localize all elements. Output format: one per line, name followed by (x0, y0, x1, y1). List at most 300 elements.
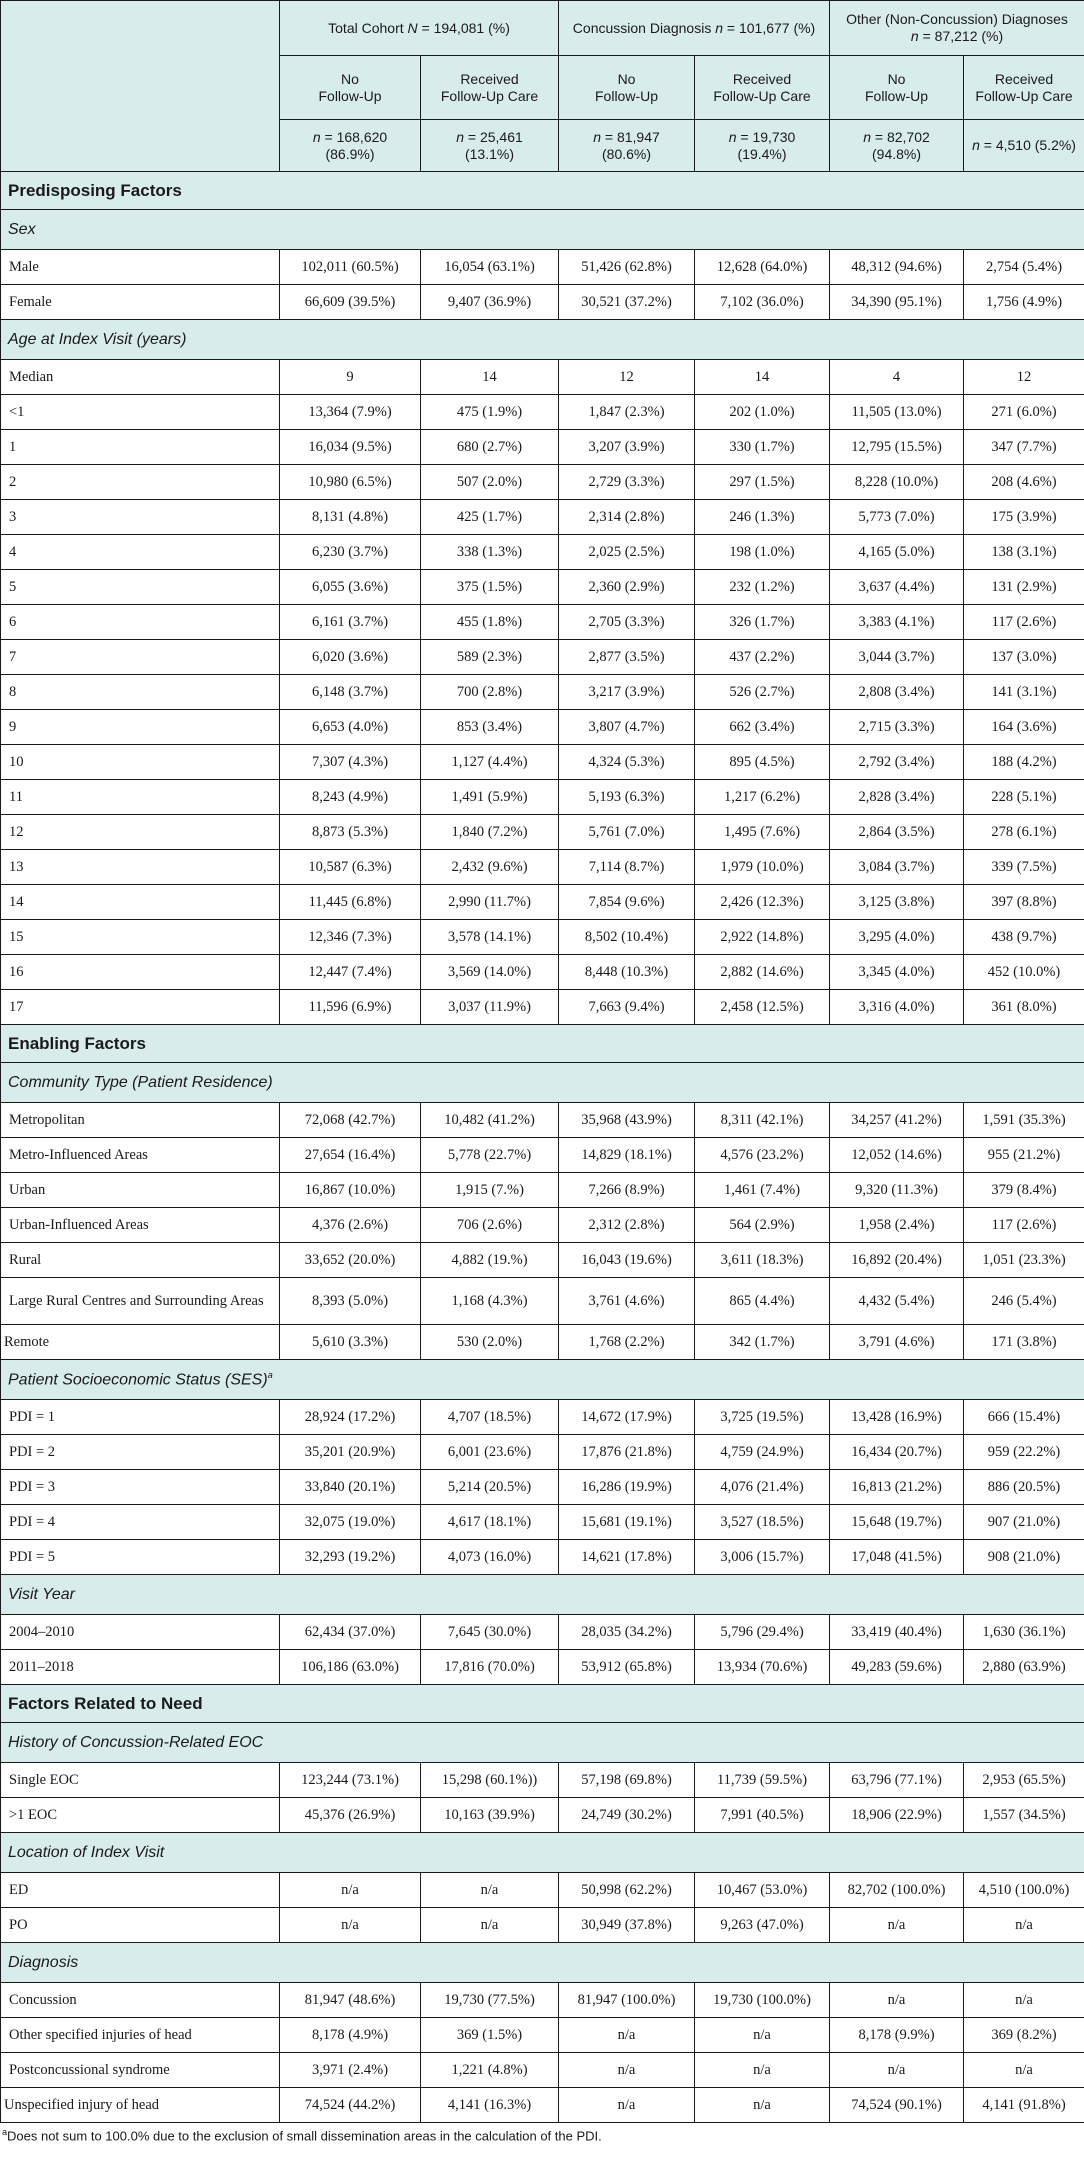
table-cell: 4,376 (2.6%) (280, 1208, 421, 1243)
table-cell: 1,979 (10.0%) (695, 850, 830, 885)
section-label: Diagnosis (1, 1943, 1084, 1983)
table-cell: 2,729 (3.3%) (559, 465, 695, 500)
table-cell: 18,906 (22.9%) (830, 1798, 964, 1833)
row-label: Metro-Influenced Areas (1, 1138, 280, 1173)
section-label: Location of Index Visit (1, 1833, 1084, 1873)
table-cell: 27,654 (16.4%) (280, 1138, 421, 1173)
table-cell: 3,207 (3.9%) (559, 430, 695, 465)
row-label: Metropolitan (1, 1103, 280, 1138)
table-cell: 53,912 (65.8%) (559, 1650, 695, 1685)
table-cell: 3,807 (4.7%) (559, 710, 695, 745)
table-cell: 35,968 (43.9%) (559, 1103, 695, 1138)
table-cell: 34,257 (41.2%) (830, 1103, 964, 1138)
table-cell: 2,432 (9.6%) (421, 850, 559, 885)
table-cell: 137 (3.0%) (964, 640, 1084, 675)
table-cell: 2,754 (5.4%) (964, 250, 1084, 285)
section-label: Age at Index Visit (years) (1, 320, 1084, 360)
table-cell: 1,495 (7.6%) (695, 815, 830, 850)
table-cell: 3,637 (4.4%) (830, 570, 964, 605)
table-cell: 16,034 (9.5%) (280, 430, 421, 465)
table-row (1, 250, 1084, 285)
table-cell: 16,043 (19.6%) (559, 1243, 695, 1278)
table-cell: 1,847 (2.3%) (559, 395, 695, 430)
table-cell: 369 (8.2%) (964, 2018, 1084, 2053)
table-cell: 475 (1.9%) (421, 395, 559, 430)
table-cell: 17,048 (41.5%) (830, 1540, 964, 1575)
table-cell: 32,293 (19.2%) (280, 1540, 421, 1575)
table-row (1, 395, 1084, 430)
section-label: Visit Year (1, 1575, 1084, 1615)
count-header: n = 168,620 (86.9%) (280, 120, 421, 172)
table-cell: 208 (4.6%) (964, 465, 1084, 500)
table-cell: 452 (10.0%) (964, 955, 1084, 990)
row-label: 6 (1, 605, 280, 640)
table-cell: 2,877 (3.5%) (559, 640, 695, 675)
table-cell: 369 (1.5%) (421, 2018, 559, 2053)
table-cell: 9,407 (36.9%) (421, 285, 559, 320)
table-cell: 8,502 (10.4%) (559, 920, 695, 955)
row-label: Concussion (1, 1983, 280, 2018)
table-cell: 5,193 (6.3%) (559, 780, 695, 815)
table-cell: 66,609 (39.5%) (280, 285, 421, 320)
table-cell: 4,141 (16.3%) (421, 2088, 559, 2123)
table-cell: 8,243 (4.9%) (280, 780, 421, 815)
row-label: Remote (1, 1325, 280, 1360)
table-cell: 10,587 (6.3%) (280, 850, 421, 885)
table-cell: 8,448 (10.3%) (559, 955, 695, 990)
row-label: ED (1, 1873, 280, 1908)
table-cell: 1,051 (23.3%) (964, 1243, 1084, 1278)
table-cell: 8,311 (42.1%) (695, 1103, 830, 1138)
table-row (1, 285, 1084, 320)
table-cell: 228 (5.1%) (964, 780, 1084, 815)
table-cell: 10,980 (6.5%) (280, 465, 421, 500)
table-row (1, 1540, 1084, 1575)
table-cell: 4,707 (18.5%) (421, 1400, 559, 1435)
table-cell: 4,617 (18.1%) (421, 1505, 559, 1540)
row-label: PDI = 5 (1, 1540, 280, 1575)
table-cell: 338 (1.3%) (421, 535, 559, 570)
table-cell: 28,924 (17.2%) (280, 1400, 421, 1435)
table-cell: 28,035 (34.2%) (559, 1615, 695, 1650)
table-body (1, 172, 1084, 2123)
table-row (1, 710, 1084, 745)
table-cell: 564 (2.9%) (695, 1208, 830, 1243)
table-cell: 11,596 (6.9%) (280, 990, 421, 1025)
table-cell: 74,524 (44.2%) (280, 2088, 421, 2123)
subsection-header (1, 1833, 1084, 1873)
table-cell: 12 (559, 360, 695, 395)
table-cell: n/a (830, 1983, 964, 2018)
row-label: Median (1, 360, 280, 395)
table-cell: 959 (22.2%) (964, 1435, 1084, 1470)
table-row (1, 1243, 1084, 1278)
subcol-header: Received Follow-Up Care (695, 56, 830, 120)
table-row (1, 1798, 1084, 1833)
table-cell: 202 (1.0%) (695, 395, 830, 430)
table-row (1, 465, 1084, 500)
table-row (1, 1873, 1084, 1908)
table-row (1, 780, 1084, 815)
row-label: Postconcussional syndrome (1, 2053, 280, 2088)
table-row (1, 2018, 1084, 2053)
table-cell: 5,761 (7.0%) (559, 815, 695, 850)
table-cell: 1,591 (35.3%) (964, 1103, 1084, 1138)
table-cell: 7,645 (30.0%) (421, 1615, 559, 1650)
table-cell: 2,312 (2.8%) (559, 1208, 695, 1243)
table-cell: 8,228 (10.0%) (830, 465, 964, 500)
subcol-header: No Follow-Up (830, 56, 964, 120)
table-cell: 3,044 (3.7%) (830, 640, 964, 675)
table-row (1, 1763, 1084, 1798)
table-cell: 3,569 (14.0%) (421, 955, 559, 990)
table-cell: 11,505 (13.0%) (830, 395, 964, 430)
footnote: $^a$Does not sum to 100.0% due to the exclusion of small dissemination areas in the calculation of the PDI. (2, 2127, 602, 2144)
table-row (1, 745, 1084, 780)
table-cell: 3,971 (2.4%) (280, 2053, 421, 2088)
table-cell: 1,491 (5.9%) (421, 780, 559, 815)
table-cell: 7,991 (40.5%) (695, 1798, 830, 1833)
table-cell: n/a (830, 2053, 964, 2088)
table-cell: 425 (1.7%) (421, 500, 559, 535)
row-label: 12 (1, 815, 280, 850)
table-cell: 339 (7.5%) (964, 850, 1084, 885)
table-cell: 2,882 (14.6%) (695, 955, 830, 990)
section-label: Predisposing Factors (1, 172, 1084, 210)
table-cell: 33,419 (40.4%) (830, 1615, 964, 1650)
table-cell: 14 (695, 360, 830, 395)
header-total-cohort: Total Cohort N = 194,081 (%) (280, 1, 559, 56)
table-cell: 3,345 (4.0%) (830, 955, 964, 990)
table-cell: 6,001 (23.6%) (421, 1435, 559, 1470)
table-cell: 198 (1.0%) (695, 535, 830, 570)
table-cell: 438 (9.7%) (964, 920, 1084, 955)
table-cell: 11,445 (6.8%) (280, 885, 421, 920)
table-cell: 2,792 (3.4%) (830, 745, 964, 780)
table-cell: 10,482 (41.2%) (421, 1103, 559, 1138)
table-cell: 3,125 (3.8%) (830, 885, 964, 920)
table-cell: n/a (559, 2053, 695, 2088)
table-row (1, 500, 1084, 535)
table-cell: 9,320 (11.3%) (830, 1173, 964, 1208)
table-cell: 14,621 (17.8%) (559, 1540, 695, 1575)
table-cell: 106,186 (63.0%) (280, 1650, 421, 1685)
row-label: 15 (1, 920, 280, 955)
table-cell: 865 (4.4%) (695, 1278, 830, 1325)
section-header (1, 172, 1084, 210)
row-label: Female (1, 285, 280, 320)
table-cell: 14,672 (17.9%) (559, 1400, 695, 1435)
table-cell: 6,161 (3.7%) (280, 605, 421, 640)
table-cell: 908 (21.0%) (964, 1540, 1084, 1575)
table-cell: 7,114 (8.7%) (559, 850, 695, 885)
row-label: PDI = 1 (1, 1400, 280, 1435)
count-header: n = 82,702 (94.8%) (830, 120, 964, 172)
row-label: Urban (1, 1173, 280, 1208)
table-cell: 1,756 (4.9%) (964, 285, 1084, 320)
table-cell: 50,998 (62.2%) (559, 1873, 695, 1908)
table-cell: 30,949 (37.8%) (559, 1908, 695, 1943)
table-cell: n/a (695, 2088, 830, 2123)
table-cell: 3,791 (4.6%) (830, 1325, 964, 1360)
section-label: Enabling Factors (1, 1025, 1084, 1063)
table-cell: 48,312 (94.6%) (830, 250, 964, 285)
row-label: <1 (1, 395, 280, 430)
table-cell: 1,840 (7.2%) (421, 815, 559, 850)
table-cell: 8,178 (4.9%) (280, 2018, 421, 2053)
table-cell: 375 (1.5%) (421, 570, 559, 605)
table-cell: 7,663 (9.4%) (559, 990, 695, 1025)
table-row (1, 675, 1084, 710)
table-cell: 662 (3.4%) (695, 710, 830, 745)
header-other-diagnoses: Other (Non-Concussion) Diagnoses n = 87,212 (%) (830, 1, 1084, 56)
count-header: n = 25,461 (13.1%) (421, 120, 559, 172)
table-cell: 589 (2.3%) (421, 640, 559, 675)
table-row (1, 815, 1084, 850)
row-label: 2011–2018 (1, 1650, 280, 1685)
table-cell: 1,958 (2.4%) (830, 1208, 964, 1243)
table-cell: 57,198 (69.8%) (559, 1763, 695, 1798)
table-cell: 19,730 (77.5%) (421, 1983, 559, 2018)
table-cell: 117 (2.6%) (964, 605, 1084, 640)
table-cell: 62,434 (37.0%) (280, 1615, 421, 1650)
table-cell: 2,808 (3.4%) (830, 675, 964, 710)
subsection-header (1, 1575, 1084, 1615)
table-cell: 72,068 (42.7%) (280, 1103, 421, 1138)
table-cell: 2,828 (3.4%) (830, 780, 964, 815)
table-cell: 12,628 (64.0%) (695, 250, 830, 285)
row-label: PDI = 3 (1, 1470, 280, 1505)
table-cell: 4,510 (100.0%) (964, 1873, 1084, 1908)
table-row (1, 1173, 1084, 1208)
table-cell: 6,055 (3.6%) (280, 570, 421, 605)
table-cell: 379 (8.4%) (964, 1173, 1084, 1208)
row-label: Single EOC (1, 1763, 280, 1798)
subsection-header (1, 1063, 1084, 1103)
row-label: 4 (1, 535, 280, 570)
table-cell: 507 (2.0%) (421, 465, 559, 500)
table-cell: 232 (1.2%) (695, 570, 830, 605)
subcol-header: Received Follow-Up Care (964, 56, 1084, 120)
table-cell: 4,759 (24.9%) (695, 1435, 830, 1470)
table-cell: 15,298 (60.1%)) (421, 1763, 559, 1798)
table-cell: 82,702 (100.0%) (830, 1873, 964, 1908)
table-cell: 3,383 (4.1%) (830, 605, 964, 640)
table-cell: 700 (2.8%) (421, 675, 559, 710)
table-cell: 17,876 (21.8%) (559, 1435, 695, 1470)
row-label: 14 (1, 885, 280, 920)
table-cell: 10,163 (39.9%) (421, 1798, 559, 1833)
row-label: Other specified injuries of head (1, 2018, 280, 2053)
table-row (1, 360, 1084, 395)
table-cell: n/a (559, 2088, 695, 2123)
table-cell: 164 (3.6%) (964, 710, 1084, 745)
table-cell: 16,867 (10.0%) (280, 1173, 421, 1208)
table-cell: 397 (8.8%) (964, 885, 1084, 920)
table-cell: 16,434 (20.7%) (830, 1435, 964, 1470)
table-cell: 4,432 (5.4%) (830, 1278, 964, 1325)
table-cell: 666 (15.4%) (964, 1400, 1084, 1435)
table-cell: 15,681 (19.1%) (559, 1505, 695, 1540)
row-label: 2 (1, 465, 280, 500)
table-row (1, 605, 1084, 640)
table-cell: 34,390 (95.1%) (830, 285, 964, 320)
table-cell: 3,006 (15.7%) (695, 1540, 830, 1575)
table-cell: 1,168 (4.3%) (421, 1278, 559, 1325)
table-cell: 1,630 (36.1%) (964, 1615, 1084, 1650)
table-cell: 33,652 (20.0%) (280, 1243, 421, 1278)
table-cell: n/a (559, 2018, 695, 2053)
table-cell: 706 (2.6%) (421, 1208, 559, 1243)
table-cell: 9 (280, 360, 421, 395)
table-cell: 3,725 (19.5%) (695, 1400, 830, 1435)
table-cell: n/a (964, 2053, 1084, 2088)
table-cell: 1,768 (2.2%) (559, 1325, 695, 1360)
table-header (1, 1, 1084, 172)
table-cell: 8,393 (5.0%) (280, 1278, 421, 1325)
table-cell: 4,882 (19.%) (421, 1243, 559, 1278)
table-cell: 16,286 (19.9%) (559, 1470, 695, 1505)
section-header (1, 1685, 1084, 1723)
table-cell: n/a (695, 2053, 830, 2088)
subcol-header: No Follow-Up (280, 56, 421, 120)
table-cell: 3,527 (18.5%) (695, 1505, 830, 1540)
table-cell: 5,214 (20.5%) (421, 1470, 559, 1505)
table-row (1, 850, 1084, 885)
table-cell: 138 (3.1%) (964, 535, 1084, 570)
table-cell: 2,314 (2.8%) (559, 500, 695, 535)
table-cell: 4,073 (16.0%) (421, 1540, 559, 1575)
table-cell: 4,076 (21.4%) (695, 1470, 830, 1505)
table-cell: 437 (2.2%) (695, 640, 830, 675)
table-cell: 7,266 (8.9%) (559, 1173, 695, 1208)
table-cell: n/a (830, 1908, 964, 1943)
table-cell: 117 (2.6%) (964, 1208, 1084, 1243)
table-cell: 326 (1.7%) (695, 605, 830, 640)
table-cell: 12,447 (7.4%) (280, 955, 421, 990)
table-cell: 530 (2.0%) (421, 1325, 559, 1360)
subsection-header (1, 320, 1084, 360)
table-cell: 6,230 (3.7%) (280, 535, 421, 570)
table-row (1, 1400, 1084, 1435)
table-row (1, 535, 1084, 570)
table-row (1, 990, 1084, 1025)
table-cell: 8,131 (4.8%) (280, 500, 421, 535)
table-row (1, 2053, 1084, 2088)
table-cell: 81,947 (100.0%) (559, 1983, 695, 2018)
table-cell: 2,705 (3.3%) (559, 605, 695, 640)
table-cell: 15,648 (19.7%) (830, 1505, 964, 1540)
table-cell: 4,165 (5.0%) (830, 535, 964, 570)
table-cell: 5,778 (22.7%) (421, 1138, 559, 1173)
table-cell: 4,576 (23.2%) (695, 1138, 830, 1173)
table-cell: 171 (3.8%) (964, 1325, 1084, 1360)
table-row (1, 1138, 1084, 1173)
table-row (1, 2088, 1084, 2123)
table-cell: 297 (1.5%) (695, 465, 830, 500)
table-cell: 3,611 (18.3%) (695, 1243, 830, 1278)
table-cell: 12,795 (15.5%) (830, 430, 964, 465)
section-label: History of Concussion-Related EOC (1, 1723, 1084, 1763)
table-cell: 7,102 (36.0%) (695, 285, 830, 320)
table-row (1, 1325, 1084, 1360)
table-cell: 51,426 (62.8%) (559, 250, 695, 285)
table-cell: 74,524 (90.1%) (830, 2088, 964, 2123)
subcol-header: Received Follow-Up Care (421, 56, 559, 120)
table-cell: 63,796 (77.1%) (830, 1763, 964, 1798)
table-row (1, 1908, 1084, 1943)
table-cell: 16,054 (63.1%) (421, 250, 559, 285)
section-label: Community Type (Patient Residence) (1, 1063, 1084, 1103)
row-label: 17 (1, 990, 280, 1025)
subsection-header (1, 1360, 1084, 1400)
table-row (1, 1650, 1084, 1685)
table-cell: 1,127 (4.4%) (421, 745, 559, 780)
table-cell: 10,467 (53.0%) (695, 1873, 830, 1908)
table-cell: 1,557 (34.5%) (964, 1798, 1084, 1833)
table-row (1, 885, 1084, 920)
table-cell: 5,610 (3.3%) (280, 1325, 421, 1360)
table-cell: 14,829 (18.1%) (559, 1138, 695, 1173)
count-header: n = 19,730 (19.4%) (695, 120, 830, 172)
table-cell: 278 (6.1%) (964, 815, 1084, 850)
table-cell: 853 (3.4%) (421, 710, 559, 745)
table-cell: 361 (8.0%) (964, 990, 1084, 1025)
table-cell: 7,307 (4.3%) (280, 745, 421, 780)
row-label: 11 (1, 780, 280, 815)
row-label: 8 (1, 675, 280, 710)
row-label: 3 (1, 500, 280, 535)
row-label: PDI = 4 (1, 1505, 280, 1540)
row-label: 13 (1, 850, 280, 885)
table-cell: 955 (21.2%) (964, 1138, 1084, 1173)
table-cell: 3,316 (4.0%) (830, 990, 964, 1025)
table-cell: 526 (2.7%) (695, 675, 830, 710)
table-cell: 347 (7.7%) (964, 430, 1084, 465)
table-cell: 6,148 (3.7%) (280, 675, 421, 710)
count-header: n = 4,510 (5.2%) (964, 120, 1084, 172)
row-label: >1 EOC (1, 1798, 280, 1833)
row-label: 5 (1, 570, 280, 605)
table-cell: 2,880 (63.9%) (964, 1650, 1084, 1685)
row-label: Urban-Influenced Areas (1, 1208, 280, 1243)
table-cell: 141 (3.1%) (964, 675, 1084, 710)
table-cell: 5,773 (7.0%) (830, 500, 964, 535)
table-cell: 886 (20.5%) (964, 1470, 1084, 1505)
table-row (1, 1278, 1084, 1325)
table-cell: 3,295 (4.0%) (830, 920, 964, 955)
table-cell: 12,346 (7.3%) (280, 920, 421, 955)
table-cell: 13,364 (7.9%) (280, 395, 421, 430)
table-cell: 131 (2.9%) (964, 570, 1084, 605)
table-cell: 6,653 (4.0%) (280, 710, 421, 745)
table-cell: 9,263 (47.0%) (695, 1908, 830, 1943)
row-label: Unspecified injury of head (1, 2088, 280, 2123)
row-label: 1 (1, 430, 280, 465)
subsection-header (1, 210, 1084, 250)
table-cell: 3,037 (11.9%) (421, 990, 559, 1025)
table-cell: 907 (21.0%) (964, 1505, 1084, 1540)
table-cell: 2,458 (12.5%) (695, 990, 830, 1025)
subsection-header (1, 1943, 1084, 1983)
table-row (1, 430, 1084, 465)
table-cell: 14 (421, 360, 559, 395)
subsection-header (1, 1723, 1084, 1763)
table-cell: 24,749 (30.2%) (559, 1798, 695, 1833)
row-label: Large Rural Centres and Surrounding Areas (1, 1278, 280, 1325)
row-label: 2004–2010 (1, 1615, 280, 1650)
table-row (1, 570, 1084, 605)
